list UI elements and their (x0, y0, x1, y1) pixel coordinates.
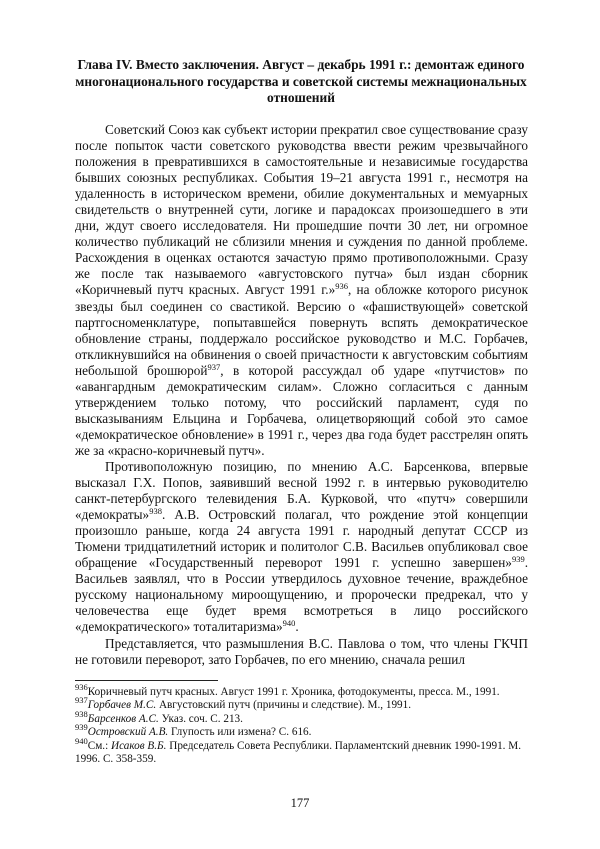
footnote (75, 695, 528, 712)
p1-text-b: , на обложке которого рисунок звезды был соединен со свастикой. Версию о «фашиствующей» советской партгосноменклатуре, попытавшейся повернуть вспять демократическое обновление страны, поддержало российское руководство и М.С. Горбачев, откликнувшийся на обвинения о своей причастности к августовским событиям небольшой брошюрой (75, 282, 529, 378)
footnote-text: Глупость или измена? С. 616. (168, 726, 312, 739)
p2-text-d: . (295, 619, 299, 635)
p2-text-b: . А.В. Островский полагал, что рождение этой концепции произошло раньше, когда 24 августа 1991 г. народный депутат СССР из Тюмени тридцатилетний историк и политолог С.В. Васильев опубликовал свое обращение «Государственный переворот 1991 г. успешно завершен» (75, 507, 528, 571)
footnote-divider (75, 680, 218, 681)
page-number: 177 (290, 796, 310, 810)
footnote-ref[interactable]: 937 (207, 361, 221, 372)
footnote (75, 735, 528, 767)
paragraph-1 (75, 122, 528, 459)
footnote-number: 939 (75, 722, 88, 733)
footnote-text: Августовский путч (причины и следствие). М., 1991. (156, 699, 412, 712)
footnote (75, 708, 528, 726)
footnotes (75, 682, 528, 766)
footnote-author: Горбачев М.С. (87, 699, 157, 712)
footnote-number: 936 (75, 682, 88, 692)
footnote (75, 682, 528, 699)
footnote-text: Указ. соч. С. 213. (158, 712, 243, 725)
p1-text-c: , в которой рассуждал об ударе «путчистов» по «авангардным демократическим силам». Сложно согласиться с данным утверждением только потому, что российский парламент, судя по высказываниям Ельцина и Горбачева, олицетворяющий собой это самое «демократическое обновление» в 1991 г., через два года будет расстрелян опять же за «красно-коричневый путч». (75, 362, 529, 458)
footnote-ref[interactable]: 939 (511, 554, 525, 565)
body-text (75, 122, 528, 668)
footnote-prefix: См.: (87, 739, 111, 752)
paragraph-3: Представляется, что размышления В.С. Павлова о том, что члены ГКЧП не готовили переворот, зато Горбачев, по его мнению, сначала решил (75, 635, 528, 667)
paragraph-2 (75, 459, 528, 636)
footnote-text: Председатель Совета Республики. Парламентский дневник 1990-1991. М. 1996. С. 358-359. (75, 739, 522, 766)
footnote-number: 938 (75, 708, 88, 719)
p2-text-c: . Васильев заявлял, что в России утвердилось духовное течение, враждебное русскому национальному мироощущению, и пророчески предрекал, что у человечества еще будет время всмотреться в лицо российского «демократического» тоталитаризма» (75, 555, 528, 635)
p2-text-a: Противоположную позицию, по мнению А.С. Барсенкова, впервые высказал Г.Х. Попов, заявивший весной 1992 г. в интервью руководителю санкт-петербургского телевидения Б.А. Курковой, что «путч» совершили «демократы» (75, 458, 528, 523)
footnote-text: Коричневый путч красных. Август 1991 г. Хроника, фотодокументы, пресса. М., 1991. (87, 686, 500, 698)
footnote-ref[interactable]: 938 (149, 506, 162, 517)
footnote-number: 937 (75, 695, 88, 706)
p1-text-a: Советский Союз как субъект истории прекратил свое существование сразу после попыток части советского руководства ввести режим чрезвычайного положения в превратившихся в самостоятельные и независимые государства бывших союзных республиках. События 19–21 августа 1991 г., несмотря на удаленность в историческом времени, обилие документальных и мемуарных свидетельств о внутренней сути, логике и парадоксах произошедшего в эти дни, ждут своего исследователя. Ни прошедшие почти 30 лет, ни огромное количество публикаций не сблизили мнения и суждения по данной проблеме. Расхождения в оценках остаются зачастую прямо противоположными. Сразу же после так называемого «августовского путча» был издан сборник «Коричневый путч красных. Август 1991 г.» (75, 122, 528, 298)
footnote-author: Барсенков А.С. (87, 712, 159, 725)
footnote (75, 722, 528, 739)
footnote-ref[interactable]: 936 (335, 281, 348, 292)
footnote-author: Островский А.В. (87, 726, 169, 739)
footnote-number: 940 (75, 735, 88, 746)
footnote-ref[interactable]: 940 (282, 618, 296, 629)
chapter-heading: Глава IV. Вместо заключения. Август – декабрь 1991 г.: демонтаж единого многонационального государства и советской системы межнациональных отношений (75, 57, 527, 106)
footnote-author: Исаков В.Б. (111, 739, 167, 752)
